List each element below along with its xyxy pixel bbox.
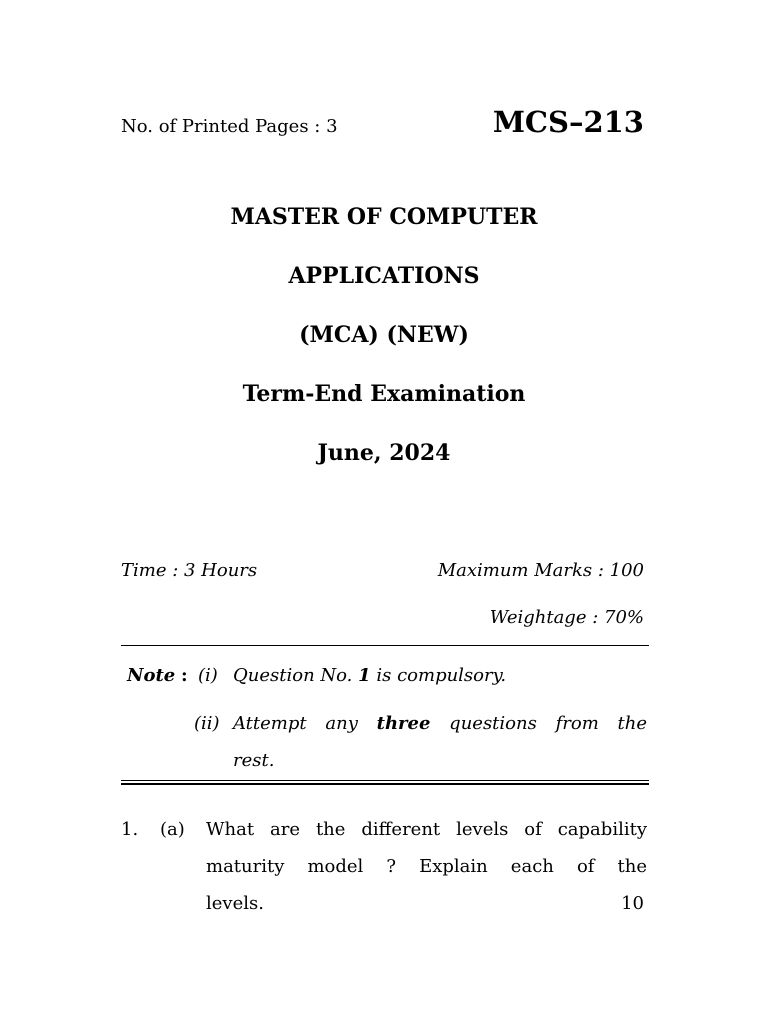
course-code: MCS–213 bbox=[492, 105, 644, 139]
question-part: (a) bbox=[160, 819, 185, 840]
note-item-1-text: Question No. 1 is compulsory. bbox=[233, 665, 507, 686]
exam-date: June, 2024 bbox=[317, 440, 451, 466]
title-line-1: MASTER OF COMPUTER bbox=[230, 204, 538, 230]
divider-thin bbox=[121, 645, 649, 646]
note-item-2-number: (ii) bbox=[194, 713, 220, 734]
title-line-2: APPLICATIONS bbox=[288, 263, 480, 289]
maximum-marks: Maximum Marks : 100 bbox=[437, 560, 644, 581]
exam-time: Time : 3 Hours bbox=[121, 560, 258, 581]
title-line-3: (MCA) (NEW) bbox=[299, 322, 469, 348]
question-text-line-2: maturity model ? Explain each of the bbox=[206, 856, 647, 877]
question-marks: 10 bbox=[621, 893, 644, 914]
printed-pages: No. of Printed Pages : 3 bbox=[121, 116, 338, 137]
question-text-line-1: What are the different levels of capability bbox=[206, 819, 647, 840]
note-label: Note : bbox=[127, 665, 188, 686]
divider-double bbox=[121, 780, 649, 785]
weightage: Weightage : 70% bbox=[489, 607, 644, 628]
note-item-1-number: (i) bbox=[198, 665, 218, 686]
question-text-line-3: levels. bbox=[206, 893, 264, 914]
exam-name: Term-End Examination bbox=[242, 381, 526, 407]
note-item-2-text: Attempt any three questions from the bbox=[233, 713, 647, 734]
question-number: 1. bbox=[121, 819, 139, 840]
note-item-2-text-continued: rest. bbox=[233, 750, 275, 771]
